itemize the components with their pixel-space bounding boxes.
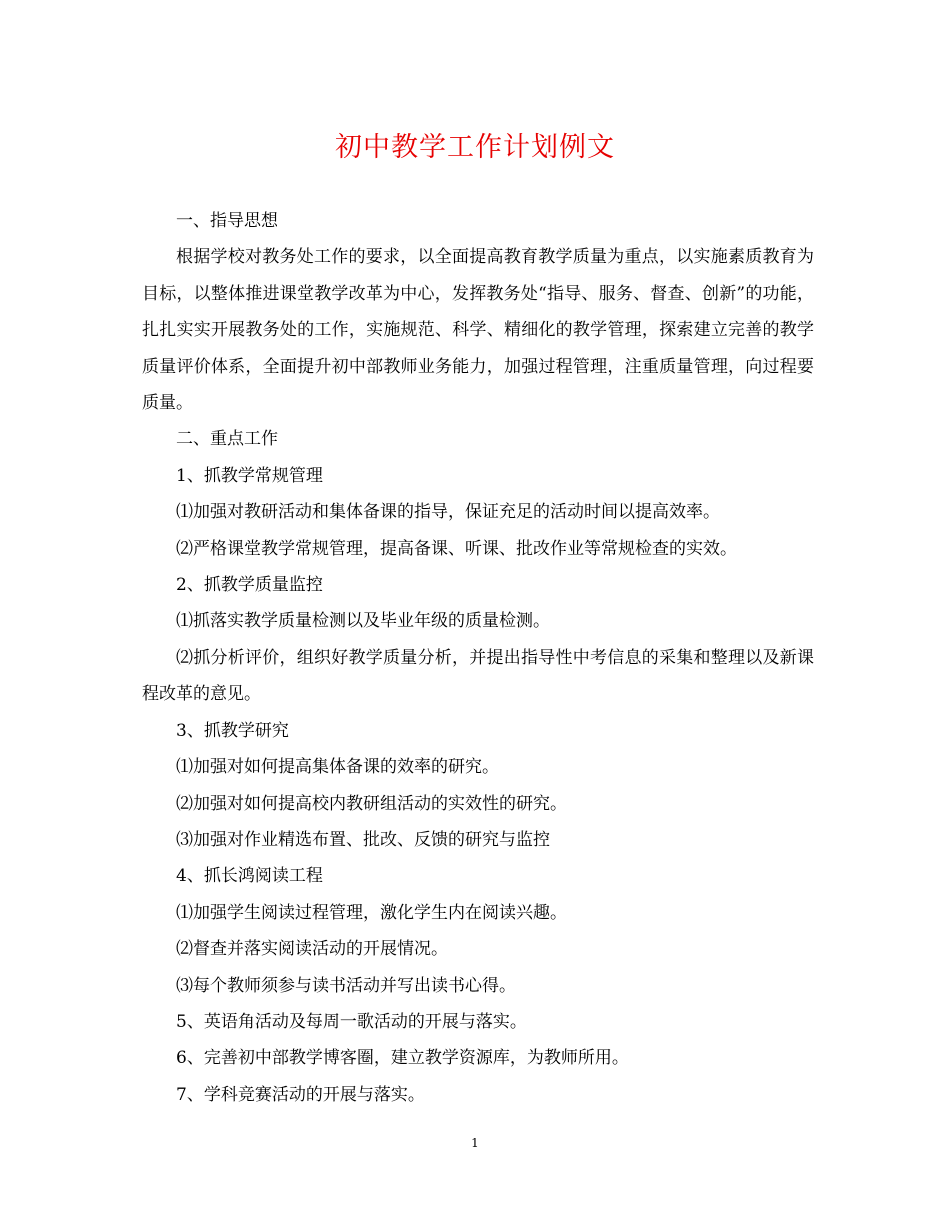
list-item-3-1: ⑴加强对如何提高集体备课的效率的研究。	[176, 757, 499, 778]
list-item-2-1: ⑴抓落实教学质量检测以及毕业年级的质量检测。	[176, 611, 550, 632]
document-title: 初中教学工作计划例文	[335, 132, 615, 163]
section-heading-key-work: 二、重点工作	[176, 429, 278, 450]
section-heading-guiding-ideology: 一、指导思想	[176, 211, 278, 231]
list-item-1-1: ⑴加强对教研活动和集体备课的指导，保证充足的活动时间以提高效率。	[176, 502, 720, 523]
list-item-1-2: ⑵严格课堂教学常规管理，提高备课、听课、批改作业等常规检查的实效。	[176, 538, 737, 559]
list-item-4-2: ⑵督查并落实阅读活动的开展情况。	[176, 939, 448, 960]
paragraph-guiding-ideology: 根据学校对教务处工作的要求，以全面提高教育教学质量为重点，以实施素质教育为目标，以整体推进课堂教学改革为中心，发挥教务处“指导、服务、督查、创新”的功能，扎扎实实开展教务处的工作，实施规范、科学、精细化的教学管理，探索建立完善的教学质量评价体系，全面提升初中部教师业务能力，加强过程管理，注重质量管理，向过程要质量。	[142, 247, 814, 414]
list-item-4-1: ⑴加强学生阅读过程管理，激化学生内在阅读兴趣。	[176, 902, 567, 923]
page-number: 1	[471, 1136, 479, 1150]
list-heading-4: 4、抓长鸿阅读工程	[176, 866, 323, 887]
list-heading-6: 6、完善初中部教学博客圈，建立教学资源库，为教师所用。	[176, 1048, 629, 1069]
list-item-3-2: ⑵加强对如何提高校内教研组活动的实效性的研究。	[176, 793, 567, 814]
list-item-2-2: ⑵抓分析评价，组织好教学质量分析，并提出指导性中考信息的采集和整理以及新课程改革的意见。	[142, 647, 814, 705]
list-heading-2: 2、抓教学质量监控	[176, 575, 323, 596]
list-heading-5: 5、英语角活动及每周一歌活动的开展与落实。	[176, 1011, 527, 1032]
list-item-4-3: ⑶每个教师须参与读书活动并写出读书心得。	[176, 975, 516, 996]
list-heading-1: 1、抓教学常规管理	[176, 465, 323, 486]
list-item-3-3: ⑶加强对作业精选布置、批改、反馈的研究与监控	[176, 829, 550, 850]
list-heading-7: 7、学科竞赛活动的开展与落实。	[176, 1084, 425, 1105]
document-body	[142, 203, 814, 1113]
list-heading-3: 3、抓教学研究	[176, 720, 289, 741]
